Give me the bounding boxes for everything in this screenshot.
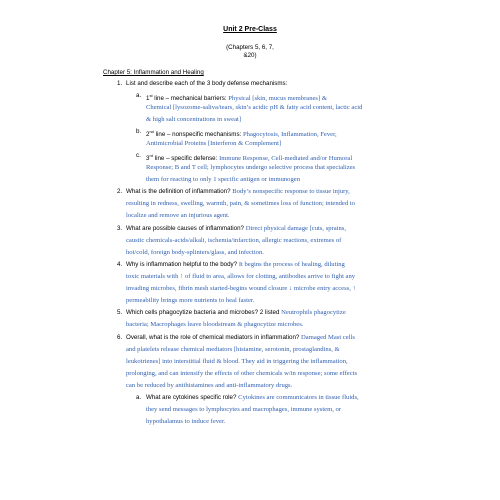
answer-line: localize and remove an injurious agent. (126, 212, 230, 219)
answer-text: Damaged Mast cells (301, 334, 355, 341)
ordinal-text: 2 (146, 131, 150, 139)
answer-line: them for reacting to only 1 specific antigen or immunogen (146, 176, 300, 183)
answer-text: Direct physical damage [cuts, sprains, (245, 225, 347, 232)
item-number: 5. (117, 309, 123, 316)
chapters-line-2: &20) (243, 52, 257, 59)
answer-line: they send messages to lymphocytes and macrophages, immune system, or (146, 406, 342, 413)
ordinal-suffix: st (149, 93, 153, 98)
question-text: line – mechanical barriers: (152, 95, 229, 103)
answer-line: permeability brings more nutrients to heal faster. (126, 297, 255, 304)
ordinal-text: 3 (146, 155, 150, 163)
chapters-line-1: (Chapters 5, 6, 7, (226, 44, 274, 51)
answer-text: Cytokines are communicators in tissue fluids, (238, 394, 359, 401)
answer-line: and platelets release chemical mediators [histamine, serotonin, prostaglandins, & (126, 346, 340, 353)
answer-text: Physical [skin, mucus membranes] & (228, 95, 327, 103)
ordinal-suffix: nd (149, 129, 154, 134)
item-question (126, 309, 346, 317)
answer-text: Neutrophils phagocytize (281, 309, 346, 316)
chapter-heading: Chapter 5: Inflammation and Healing (103, 69, 204, 76)
question-text: What are cytokines specific role? (146, 394, 239, 401)
answer-line: Response; B and T cell; lymphocytes undergo selective process that specializes (146, 164, 356, 171)
answer-line: hot/cold, foreign body-splinters/glass, and infection. (126, 249, 264, 256)
question-text: What is the definition of inflammation? (126, 188, 233, 195)
question-text: Overall, what is the role of chemical mediators in inflammation? (126, 334, 302, 341)
question-text: line – nonspecific mechanisms: (153, 131, 243, 139)
sub-item-line (146, 128, 337, 139)
item-question (126, 80, 287, 88)
answer-text: Immune Response, Cell-mediated and/or Humoral (219, 155, 353, 163)
sub-item-label: a. (136, 92, 142, 99)
item-number: 1. (117, 80, 123, 87)
answer-line: toxic materials with ↑ of fluid to area, allows for clotting, antibodies arrive to fight any (126, 273, 356, 280)
item-number: 2. (117, 188, 123, 195)
sub-item-line (146, 394, 359, 402)
answer-line: Antimicrobial Proteins [Interferon & Complement] (146, 140, 282, 147)
answer-line: leukotrienes] into interstitial fluid & blood. They aid in triggering the inflammation, (126, 358, 348, 365)
item-number: 6. (117, 334, 123, 341)
question-text: Which cells phagocytize bacteria and microbes? 2 listed (126, 309, 282, 316)
item-number: 4. (117, 261, 123, 268)
answer-text: It begins the process of healing, diluting (238, 261, 345, 268)
sub-item-line (146, 92, 327, 103)
question-text: List and describe each of the 3 body defense mechanisms: (126, 80, 288, 87)
sub-item-label: a. (136, 394, 142, 401)
item-question (126, 225, 346, 233)
answer-text: Phagocytosis, Inflammation, Fever, (242, 131, 337, 139)
answer-line: caustic chemicals-acids/alkali, ischemia/infarction, allergic reactions, extremes of (126, 237, 342, 244)
sub-item-label: c. (136, 152, 141, 159)
question-text: line – specific defense: (153, 155, 220, 163)
ordinal-text: 1 (146, 95, 150, 103)
answer-line: hypothalamus to induce fever. (146, 418, 226, 425)
sub-item-line (146, 152, 352, 163)
sub-item-label: b. (136, 128, 142, 135)
answer-line: prolonging, and can intensify the effects of other chemicals w/in response; some effects (126, 370, 358, 377)
ordinal-suffix: rd (149, 153, 154, 158)
answer-line: bacteria; Macrophages leave bloodstream & phagocytize microbes. (126, 321, 304, 328)
item-number: 3. (117, 225, 123, 232)
item-question (126, 261, 345, 269)
item-question (126, 188, 350, 196)
answer-line: resulting in redness, swelling, warmth, pain, & sometimes loss of function; intended to (126, 200, 355, 207)
answer-line: & high salt concentrations in sweat] (146, 116, 242, 123)
answer-line: Chemical [lysozome-saliva/tears, skin’s acidic pH & fatty acid content, lactic acid (146, 104, 363, 111)
page-title: Unit 2 Pre-Class (223, 26, 277, 33)
answer-text: Body’s nonspecific response to tissue injury, (232, 188, 350, 195)
answer-line: invading microbes, fibrin mesh started-begins wound closure ↓ microbe entry access, ↑ (126, 285, 356, 292)
question-text: What are possible causes of inflammation? (126, 225, 246, 232)
question-text: Why is inflammation helpful to the body? (126, 261, 239, 268)
item-question (126, 334, 355, 342)
answer-line: can be reduced by antihistamines and anti-inflammatory drugs. (126, 382, 293, 389)
